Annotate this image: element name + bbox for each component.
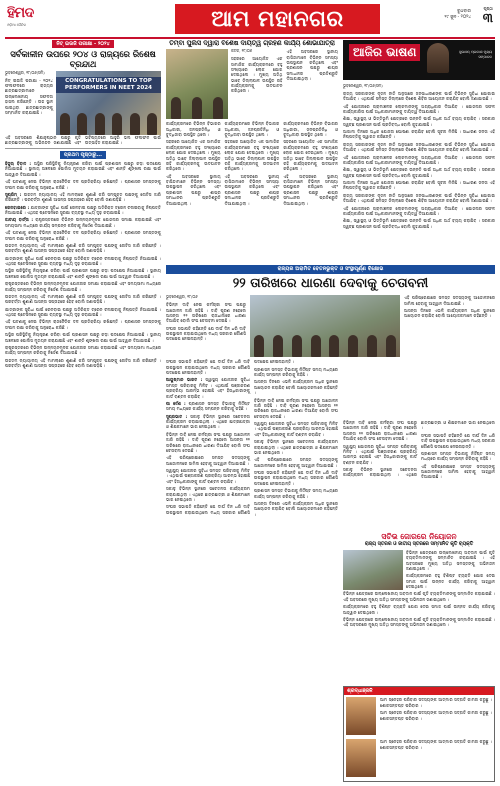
- ad-title: ଶ୍ରଦ୍ଧାଞ୍ଜଳି: [344, 687, 494, 695]
- obituary-ad: [343, 686, 495, 782]
- wide-story-para4-repeat2: ସ୍ୱାସ୍ଥ୍ୟ ଯୋଜନାର ସୁବିଧା ସମସ୍ତ ପରିବାରକୁ ମିଳିବ । ଏଥିପାଇଁ ପଞ୍ଜୀକରଣ ପ୍ରକ୍ରିୟା ଆରମ୍ଭ ହୋଇଛି ଏବଂ ହିତାଧିକାରୀଙ୍କୁ କାର୍ଡ ବଣ୍ଟନ କରାଯିବ ।: [254, 421, 338, 437]
- wide-story-para1: ବିଭିନ୍ନ ଦାବି ନେଇ କର୍ମଚାରୀ ସଂଘ ପକ୍ଷରୁ ଆନ୍ଦୋଳନ ଜାରି ରହିଛି । ଦାବି ପୂରଣ ନହେଲେ ଆସନ୍ତା ୨୨ ତାରିଖରେ ରାଜଧାନୀରେ ଧାରଣା ଦିଆଯିବ ବୋଲି ସଂଘ ଚେତାବନୀ ଦେଇଛି ।: [166, 302, 246, 324]
- wide-story-para4-repeat: ସ୍ୱାସ୍ଥ୍ୟ ଯୋଜନାର ସୁବିଧା ସମସ୍ତ ପରିବାରକୁ ମିଳିବ । ଏଥିପାଇଁ ପଞ୍ଜୀକରଣ ପ୍ରକ୍ରିୟା ଆରମ୍ଭ ହୋଇଛି ଏବଂ ହିତାଧିକାରୀଙ୍କୁ କାର୍ଡ ବଣ୍ଟନ କରାଯିବ ।: [166, 468, 250, 484]
- wide-story-cont-para4: ସ୍ୱାସ୍ଥ୍ୟ ଯୋଜନାର ସୁବିଧା ସମସ୍ତ ପରିବାରକୁ ମିଳିବ । ଏଥିପାଇଁ ପଞ୍ଜୀକରଣ ପ୍ରକ୍ରିୟା ଆରମ୍ଭ ହୋଇଛି ଏବଂ ହିତାଧିକାରୀଙ୍କୁ କାର୍ଡ ବଣ୍ଟନ କରାଯିବ ।: [343, 443, 417, 465]
- wide-story-para7-repeat: ଆସନ୍ତା ଦିନରେ ଏଭଳି କାର୍ଯ୍ୟକ୍ରମ ଅଧିକ ସ୍ଥାନରେ ଆୟୋଜନ କରାଯିବ ବୋଲି ଆୟୋଜକମାନେ କହିଛନ୍ତି ।: [254, 379, 338, 396]
- column-right-para1: ରାଜ୍ୟ ସରକାରଙ୍କ ନୂତନ ନୀତି ଅନୁସାରେ ଜନସାଧାରଣଙ୍କ ପାଇଁ ବିଭିନ୍ନ ସୁବିଧା ଯୋଗାଇ ଦିଆଯିବ । ଏଥିପାଇଁ ସମସ୍ତ ଜିଲ୍ଲାରେ ବିଶେଷ ଶିବିର ଆୟୋଜନ କରାଯିବ ବୋଲି ଜଣାଯାଇଛି ।: [343, 90, 495, 102]
- story1-headline: ସର୍ବକାଳୀନ ଉପରେ ୨୦୪ ଓ ରାଜ୍ୟରେ ରିଶେଷ ବ୍ରନ୍ଦାଥ: [10, 49, 156, 69]
- vignette-portrait: [427, 43, 449, 73]
- wide-story-para3-repeat: ଏହି ପରିପ୍ରେକ୍ଷୀରେ ସମସ୍ତ ସଦସ୍ୟଙ୍କୁ ଆନ୍ଦୋଳନରେ ସାମିଲ ହେବାକୁ ଆହ୍ୱାନ ଦିଆଯାଇଛି ।: [166, 455, 250, 466]
- wide-story-sub3: ସୁପ୍ରଭାତ :: [166, 413, 188, 419]
- column-right-para2-repeat: ଏହି ଯୋଜନାରେ ଗ୍ରାମାଞ୍ଚଳର ଲୋକମାନଙ୍କୁ ଅଗ୍ରାଧିକାର ଦିଆଯିବ । ଯୋଜନାର ସଫଳ କାର୍ଯ୍ୟକାରିତା ପାଇଁ ଅଧିକାରୀମାନଙ୍କୁ ଦାୟିତ୍ୱ ଦିଆଯାଇଛି ।: [343, 154, 495, 165]
- story1-byline: ଭୁବନେଶ୍ୱର, ୧୮/୦୬(ସମି): [5, 69, 45, 75]
- story3-para1: ସହରରେ ଆୟୋଜିତ ଏକ ସାମାଜିକ କାର୍ଯ୍ୟକ୍ରମରେ ବହୁ ସଂଖ୍ୟାରେ ଲୋକ ଯୋଗ ଦେଇଥିଲେ । ମୁଖ୍ୟ ଅତିଥି ଭାବେ ଜିଲ୍ଲାପାଳ ଉପସ୍ଥିତ ରହି କାର୍ଯ୍ୟକ୍ରମକୁ ଉଦଘାଟନ କରିଥିଲେ ।: [231, 56, 283, 94]
- wide-story-byline: ଭୁବନେଶ୍ୱର, ୧୮/୦୬: [166, 294, 198, 300]
- story-bottom-right-photo: [343, 550, 403, 590]
- wide-story-tag: ରାଜ୍ୟର ଅରାମିତ ବେତନଭୁକ୍ତ ଓ ସଂସ୍ଥାପୂର୍ଣ୍ଣ ବିକ୍ଷୋଭ: [166, 265, 495, 274]
- column-right-para2: ଏହି ଯୋଜନାରେ ଗ୍ରାମାଞ୍ଚଳର ଲୋକମାନଙ୍କୁ ଅଗ୍ରାଧିକାର ଦିଆଯିବ । ଯୋଜନାର ସଫଳ କାର୍ଯ୍ୟକାରିତା ପାଇଁ ଅଧିକାରୀମାନଙ୍କୁ ଦାୟିତ୍ୱ ଦିଆଯାଇଛି ।: [343, 103, 495, 114]
- story2-para1-repeat2: ଅସ୍ଥିର ପରିସ୍ଥିତିକୁ ନିୟନ୍ତ୍ରଣ କରିବା ପାଇଁ ପ୍ରଶାସନ ପକ୍ଷରୁ କଡ଼ା ପଦକ୍ଷେପ ନିଆଯାଇଛି । ସ୍ଥାନୀୟ ଅଞ୍ଚଳରେ ପୋଲିସ ମୁତୟନ କରାଯାଇଛି ଏବଂ ଶାନ୍ତି ଶୃଙ୍ଖଳା ରକ୍ଷା ପାଇଁ ଆହ୍ୱାନ ଦିଆଯାଇଛି ।: [5, 332, 161, 343]
- story2-para5-repeat2: ରାଷ୍ଟ୍ରସ୍ତରରେ ବିଭିନ୍ନ ଉନ୍ନୟନମୂଳକ ଯୋଜନାର ସମୀକ୍ଷା କରାଯାଇଛି ଏବଂ ସମୟସୀମା ମଧ୍ୟରେ କାର୍ଯ୍ୟ ସମ୍ପନ୍ନ କରିବାକୁ ନିର୍ଦ୍ଦେଶ ଦିଆଯାଇଛି ।: [5, 344, 161, 356]
- wide-story-para5-repeat: ପ୍ରଶାସନ ସମସ୍ତ ବିଭାଗକୁ ନିର୍ଦ୍ଦିଷ୍ଟ ସମୟ ମଧ୍ୟରେ କାର୍ଯ୍ୟ ସମ୍ପନ୍ନ କରିବାକୁ କହିଛି ।: [254, 366, 338, 378]
- story2-para1-repeat: ଅସ୍ଥିର ପରିସ୍ଥିତିକୁ ନିୟନ୍ତ୍ରଣ କରିବା ପାଇଁ ପ୍ରଶାସନ ପକ୍ଷରୁ କଡ଼ା ପଦକ୍ଷେପ ନିଆଯାଇଛି । ସ୍ଥାନୀୟ ଅଞ୍ଚଳରେ ପୋଲିସ ମୁତୟନ କରାଯାଇଛି ଏବଂ ଶାନ୍ତି ଶୃଙ୍ଖଳା ରକ୍ଷା ପାଇଁ ଆହ୍ୱାନ ଦିଆଯାଇଛି ।: [5, 268, 161, 279]
- story2-para2: ଏହି ଘଟଣାକୁ ନେଇ ବିଭିନ୍ନ ରାଜନୈତିକ ଦଳ ପ୍ରତିକ୍ରିୟା ରଖିଛନ୍ତି । ପ୍ରଶାସନ ସମସ୍ତଙ୍କୁ ସଂଯମ ରକ୍ଷା କରିବାକୁ ଅନୁରୋଧ କରିଛି ।: [5, 179, 161, 190]
- story2-sub4: ଜାତୀୟ ବାର୍ତ୍ତା :: [5, 217, 34, 223]
- story2-sub2: ସୁପ୍ରିମ୍ :: [5, 191, 22, 197]
- wide-story-para7-repeat2: ଆସନ୍ତା ଦିନରେ ଏଭଳି କାର୍ଯ୍ୟକ୍ରମ ଅଧିକ ସ୍ଥାନରେ ଆୟୋଜନ କରାଯିବ ବୋଲି ଆୟୋଜକମାନେ କହିଛନ୍ତି ।: [254, 500, 338, 517]
- story3-para1-repeat: ସହରରେ ଆୟୋଜିତ ଏକ ସାମାଜିକ କାର୍ଯ୍ୟକ୍ରମରେ ବହୁ ସଂଖ୍ୟାରେ ଲୋକ ଯୋଗ ଦେଇଥିଲେ । ମୁଖ୍ୟ ଅତିଥି ଭାବେ ଜିଲ୍ଲାପାଳ ଉପସ୍ଥିତ ରହି କାର୍ଯ୍ୟକ୍ରମକୁ ଉଦଘାଟନ କରିଥିଲେ ।: [166, 139, 221, 172]
- story-bottom-right-para1: ବିଭିନ୍ନ କ୍ଷେତ୍ରରେ ଉଲ୍ଲେଖନୀୟ ଅବଦାନ ପାଇଁ କୃତି ବ୍ୟକ୍ତିମାନଙ୍କୁ ସମ୍ମାନିତ କରାଯାଇଛି । ଏହି ଅବସରରେ ମୁଖ୍ୟ ଅତିଥି ସମସ୍ତଙ୍କୁ ଅଭିନନ୍ଦନ ଜଣାଇଥିଲେ ।: [406, 549, 495, 571]
- wide-story-cont-para2: ସଂଘର ସଭାପତି କହିଛନ୍ତି ଯେ ଦୀର୍ଘ ଦିନ ଧରି ଦାବି ଉପସ୍ଥାପନ କରାଯାଉଥିଲେ ମଧ୍ୟ ସରକାର କୌଣସି ପଦକ୍ଷେପ ନେଇନାହାନ୍ତି ।: [421, 432, 495, 449]
- story1-photo-banner: CONGRATULATIONS TO TOP PERFORMERS IN NEET 2024: [56, 77, 161, 93]
- wide-story-cont-para5: ପ୍ରଶାସନ ସମସ୍ତ ବିଭାଗକୁ ନିର୍ଦ୍ଦିଷ୍ଟ ସମୟ ମଧ୍ୟରେ କାର୍ଯ୍ୟ ସମ୍ପନ୍ନ କରିବାକୁ କହିଛି ।: [421, 450, 495, 462]
- wide-story-para1-repeat2: ବିଭିନ୍ନ ଦାବି ନେଇ କର୍ମଚାରୀ ସଂଘ ପକ୍ଷରୁ ଆନ୍ଦୋଳନ ଜାରି ରହିଛି । ଦାବି ପୂରଣ ନହେଲେ ଆସନ୍ତା ୨୨ ତାରିଖରେ ରାଜଧାନୀରେ ଧାରଣା ଦିଆଯିବ ବୋଲି ସଂଘ ଚେତାବନୀ ଦେଇଛି ।: [254, 397, 338, 419]
- column-right-para3: ଶିକ୍ଷା, ସ୍ୱାସ୍ଥ୍ୟ ଓ ଭିତ୍ତିଭୂମି କ୍ଷେତ୍ରରେ ଉନ୍ନତି ପାଇଁ ଅଧିକ ଅର୍ଥ ବ୍ୟୟ କରାଯିବ । ସରକାର ସ୍ୱଚ୍ଛ ପ୍ରଶାସନ ପାଇଁ ପ୍ରତିବଦ୍ଧ ବୋଲି କୁହାଯାଇଛି ।: [343, 116, 495, 127]
- story1-tag: ନିଟ୍ ଇଉଜି ପରୀକ୍ଷା - ୨୦୨୪: [52, 40, 113, 48]
- logo-text: ହିମଦ: [7, 5, 34, 21]
- story-bottom-right-para2-repeat: କାର୍ଯ୍ୟକ୍ରମରେ ବହୁ ବିଶିଷ୍ଟ ବ୍ୟକ୍ତି ଯୋଗ ଦେଇ ସମାଜ ପାଇଁ ଉନ୍ନତ କାର୍ଯ୍ୟ କରିବାକୁ ଆହ୍ୱାନ ଦେଇଥିଲେ ।: [343, 604, 495, 615]
- story3-para3-repeat2: କାର୍ଯ୍ୟକ୍ରମରେ ବିଭିନ୍ନ ବିଭାଗର ଅଧିକାରୀ, ଜନପ୍ରତିନିଧି ଓ ବୁଦ୍ଧିଜୀବୀ ଉପସ୍ଥିତ ଥିଲେ ।: [283, 121, 338, 138]
- ad-text-repeat: ଆମ ସ୍ନେହର ପରିବାର ସଦସ୍ୟଙ୍କ ଆତ୍ମାର ସଦ୍ଗତି କାମନା କରୁଛୁ । ଶୋକସନ୍ତପ୍ତ ପରିବାର ।: [380, 710, 492, 721]
- section-title: ଆମ ମହାନଗର: [175, 4, 380, 34]
- story3-para3: କାର୍ଯ୍ୟକ୍ରମରେ ବିଭିନ୍ନ ବିଭାଗର ଅଧିକାରୀ, ଜନପ୍ରତିନିଧି ଓ ବୁଦ୍ଧିଜୀବୀ ଉପସ୍ଥିତ ଥିଲେ ।: [166, 121, 221, 138]
- column-middle: [166, 40, 338, 262]
- story3-para2: ଏହି ଅବସରରେ ସ୍ଥାନୀୟ ବାସିନ୍ଦାମାନେ ବିଭିନ୍ନ ସମସ୍ୟା ଉପସ୍ଥାପନ କରିଥିଲେ ଏବଂ ପ୍ରଶାସନ ପକ୍ଷରୁ ଶୀଘ୍ର ସମାଧାନର ପ୍ରତିଶ୍ରୁତି ଦିଆଯାଇଥିଲା ।: [286, 49, 338, 82]
- wide-story-para3: ଏହି ପରିପ୍ରେକ୍ଷୀରେ ସମସ୍ତ ସଦସ୍ୟଙ୍କୁ ଆନ୍ଦୋଳନରେ ସାମିଲ ହେବାକୁ ଆହ୍ୱାନ ଦିଆଯାଇଛି ।: [404, 295, 495, 306]
- story1-para1: ନିଟ୍ ଇଉଜି ପରୀକ୍ଷା - ୨୦୨୪ ଫଳାଫଳରେ ରାଜ୍ୟର ଛାତ୍ରଛାତ୍ରୀମାନେ ଉଲ୍ଲେଖନୀୟ ସଫଳତା ହାସଲ କରିଛନ୍ତି । ଉଚ୍ଚ ସ୍ଥାନ ପାଇଥିବା ଛାତ୍ରଛାତ୍ରୀଙ୍କୁ ସମ୍ମାନିତ କରାଯାଇଛି ।: [5, 77, 53, 115]
- wide-story-photo: [250, 295, 400, 357]
- story2-para4: ଯାତ୍ରୀଙ୍କ ସୁବିଧା ପାଇଁ ରେଳବାଇ ପକ୍ଷରୁ ଅତିରିକ୍ତ ଟ୍ରେନ ଚଳାଇବାକୁ ନିଷ୍ପତ୍ତି ନିଆଯାଇଛି । ଏଥିସହ ଷ୍ଟେସନରେ ସୁରକ୍ଷା ବ୍ୟବସ୍ଥା ମଧ୍ୟ ଦୃଢ଼ କରାଯାଇଛି ।: [5, 204, 161, 215]
- page-number-label: ପୃଷ୍ଠା: [483, 6, 493, 11]
- column-right-byline: ଭୁବନେଶ୍ୱର, ୧୮/୦୬(ସମି): [343, 84, 383, 88]
- dateline-date: ୧୯ ଜୁନ - ୨୦୨୪: [444, 14, 471, 20]
- wide-story-cont-para6: ସକାଳୁ ବିଭିନ୍ନ ସ୍ଥାନରେ ସଚେତନତା କାର୍ଯ୍ୟକ୍ରମ କରାଯାଇଥିଲା । ଏଥିରେ ଛାତ୍ରଛାତ୍ରୀ ଓ ଶିକ୍ଷକମାନେ ଭାଗ ନେଇଥିଲେ ।: [343, 420, 495, 478]
- ad-text-repeat2: ଆମ ସ୍ନେହର ପରିବାର ସଦସ୍ୟଙ୍କ ଆତ୍ମାର ସଦ୍ଗତି କାମନା କରୁଛୁ । ଶୋକସନ୍ତପ୍ତ ପରିବାର ।: [380, 739, 492, 750]
- story-bottom-right: [343, 420, 495, 682]
- wide-story-para5-repeat2: ପ୍ରଶାସନ ସମସ୍ତ ବିଭାଗକୁ ନିର୍ଦ୍ଦିଷ୍ଟ ସମୟ ମଧ୍ୟରେ କାର୍ଯ୍ୟ ସମ୍ପନ୍ନ କରିବାକୁ କହିଛି ।: [254, 488, 338, 499]
- story2-sub3: ରେଳବାଇରେ :: [5, 204, 30, 210]
- story3-para1-repeat2: ସହରରେ ଆୟୋଜିତ ଏକ ସାମାଜିକ କାର୍ଯ୍ୟକ୍ରମରେ ବହୁ ସଂଖ୍ୟାରେ ଲୋକ ଯୋଗ ଦେଇଥିଲେ । ମୁଖ୍ୟ ଅତିଥି ଭାବେ ଜିଲ୍ଲାପାଳ ଉପସ୍ଥିତ ରହି କାର୍ଯ୍ୟକ୍ରମକୁ ଉଦଘାଟନ କରିଥିଲେ ।: [224, 139, 280, 172]
- page-number: [473, 6, 493, 28]
- wide-story-para2: ସଂଘର ସଭାପତି କହିଛନ୍ତି ଯେ ଦୀର୍ଘ ଦିନ ଧରି ଦାବି ଉପସ୍ଥାପନ କରାଯାଉଥିଲେ ମଧ୍ୟ ସରକାର କୌଣସି ପଦକ୍ଷେପ ନେଇନାହାନ୍ତି ।: [166, 325, 246, 342]
- column-right-para4: ଆଗାମୀ ଦିନରେ ଅଧିକ ଯୋଜନା ଘୋଷଣା କରାଯିବ ବୋଲି ସୂଚନା ମିଳିଛି । ସାଧାରଣ ଜନତା ଏହି ନିଷ୍ପତ୍ତିକୁ ସ୍ୱାଗତ କରିଛନ୍ତି ।: [343, 129, 495, 140]
- story3-para3-repeat: କାର୍ଯ୍ୟକ୍ରମରେ ବିଭିନ୍ନ ବିଭାଗର ଅଧିକାରୀ, ଜନପ୍ରତିନିଧି ଓ ବୁଦ୍ଧିଜୀବୀ ଉପସ୍ଥିତ ଥିଲେ ।: [224, 121, 280, 138]
- page-number-value: ୩: [482, 11, 493, 27]
- wide-story-para7: ଆସନ୍ତା ଦିନରେ ଏଭଳି କାର୍ଯ୍ୟକ୍ରମ ଅଧିକ ସ୍ଥାନରେ ଆୟୋଜନ କରାଯିବ ବୋଲି ଆୟୋଜକମାନେ କହିଛନ୍ତି ।: [404, 308, 495, 319]
- wide-story-para4: ସ୍ୱାସ୍ଥ୍ୟ ଯୋଜନାର ସୁବିଧା ସମସ୍ତ ପରିବାରକୁ ମିଳିବ । ଏଥିପାଇଁ ପଞ୍ଜୀକରଣ ପ୍ରକ୍ରିୟା ଆରମ୍ଭ ହୋଇଛି ଏବଂ ହିତାଧିକାରୀଙ୍କୁ କାର୍ଡ ବଣ୍ଟନ କରାଯିବ ।: [166, 377, 250, 399]
- story3-para2-repeat3: ଏହି ଅବସରରେ ସ୍ଥାନୀୟ ବାସିନ୍ଦାମାନେ ବିଭିନ୍ନ ସମସ୍ୟା ଉପସ୍ଥାପନ କରିଥିଲେ ଏବଂ ପ୍ରଶାସନ ପକ୍ଷରୁ ଶୀଘ୍ର ସମାଧାନର ପ୍ରତିଶ୍ରୁତି ଦିଆଯାଇଥିଲା ।: [283, 173, 338, 206]
- story3-headline: ତିମ୍ବା ପୁଲିସ ଦ୍ୱାରା ବିଶେଷ ଦାୟିତ୍ୱ ଗ୍ରହଣ କାର୍ଯ୍ୟ ଶୋଭାଯାତ୍ରା: [169, 40, 335, 47]
- wide-story-para6-repeat: ସକାଳୁ ବିଭିନ୍ନ ସ୍ଥାନରେ ସଚେତନତା କାର୍ଯ୍ୟକ୍ରମ କରାଯାଇଥିଲା । ଏଥିରେ ଛାତ୍ରଛାତ୍ରୀ ଓ ଶିକ୍ଷକମାନେ ଭାଗ ନେଇଥିଲେ ।: [166, 486, 250, 502]
- column-right-para1-repeat: ରାଜ୍ୟ ସରକାରଙ୍କ ନୂତନ ନୀତି ଅନୁସାରେ ଜନସାଧାରଣଙ୍କ ପାଇଁ ବିଭିନ୍ନ ସୁବିଧା ଯୋଗାଇ ଦିଆଯିବ । ଏଥିପାଇଁ ସମସ୍ତ ଜିଲ୍ଲାରେ ବିଶେଷ ଶିବିର ଆୟୋଜନ କରାଯିବ ବୋଲି ଜଣାଯାଇଛି ।: [343, 141, 495, 153]
- ad-portrait: [346, 697, 376, 735]
- story3-para2-repeat: ଏହି ଅବସରରେ ସ୍ଥାନୀୟ ବାସିନ୍ଦାମାନେ ବିଭିନ୍ନ ସମସ୍ୟା ଉପସ୍ଥାପନ କରିଥିଲେ ଏବଂ ପ୍ରଶାସନ ପକ୍ଷରୁ ଶୀଘ୍ର ସମାଧାନର ପ୍ରତିଶ୍ରୁତି ଦିଆଯାଇଥିଲା ।: [166, 173, 221, 206]
- column-right: [343, 84, 495, 262]
- story2-para5-repeat: ରାଷ୍ଟ୍ରସ୍ତରରେ ବିଭିନ୍ନ ଉନ୍ନୟନମୂଳକ ଯୋଜନାର ସମୀକ୍ଷା କରାଯାଇଛି ଏବଂ ସମୟସୀମା ମଧ୍ୟରେ କାର୍ଯ୍ୟ ସମ୍ପନ୍ନ କରିବାକୁ ନିର୍ଦ୍ଦେଶ ଦିଆଯାଇଛି ।: [5, 281, 161, 292]
- story2-para2-repeat2: ଏହି ଘଟଣାକୁ ନେଇ ବିଭିନ୍ନ ରାଜନୈତିକ ଦଳ ପ୍ରତିକ୍ରିୟା ରଖିଛନ୍ତି । ପ୍ରଶାସନ ସମସ୍ତଙ୍କୁ ସଂଯମ ରକ୍ଷା କରିବାକୁ ଅନୁରୋଧ କରିଛି ।: [5, 319, 161, 330]
- wide-story-para6: ସକାଳୁ ବିଭିନ୍ନ ସ୍ଥାନରେ ସଚେତନତା କାର୍ଯ୍ୟକ୍ରମ କରାଯାଇଥିଲା । ଏଥିରେ ଛାତ୍ରଛାତ୍ରୀ ଓ ଶିକ୍ଷକମାନେ ଭାଗ ନେଇଥିଲେ ।: [166, 413, 250, 430]
- logo: [7, 5, 65, 31]
- wide-story-para4-lead: ସଂଘର ସଭାପତି କହିଛନ୍ତି ଯେ ଦୀର୍ଘ ଦିନ ଧରି ଦାବି ଉପସ୍ଥାପନ କରାଯାଉଥିଲେ ମଧ୍ୟ ସରକାର କୌଣସି ପଦକ୍ଷେପ ନେଇନାହାନ୍ତି ।: [166, 359, 250, 376]
- story-bottom-right-subhead: ରାଜ୍ୟ ସ୍ତରର ଓ ଜାତୀୟ ସ୍ତରରେ ସମ୍ମାନିତ କୃତି ବ୍ୟକ୍ତି: [364, 541, 474, 547]
- column-right-para1-repeat2: ରାଜ୍ୟ ସରକାରଙ୍କ ନୂତନ ନୀତି ଅନୁସାରେ ଜନସାଧାରଣଙ୍କ ପାଇଁ ବିଭିନ୍ନ ସୁବିଧା ଯୋଗାଇ ଦିଆଯିବ । ଏଥିପାଇଁ ସମସ୍ତ ଜିଲ୍ଲାରେ ବିଶେଷ ଶିବିର ଆୟୋଜନ କରାଯିବ ବୋଲି ଜଣାଯାଇଛି ।: [343, 192, 495, 204]
- wide-story-para5: ପ୍ରଶାସନ ସମସ୍ତ ବିଭାଗକୁ ନିର୍ଦ୍ଦିଷ୍ଟ ସମୟ ମଧ୍ୟରେ କାର୍ଯ୍ୟ ସମ୍ପନ୍ନ କରିବାକୁ କହିଛି ।: [166, 400, 250, 412]
- dateline-day: ବୁଧବାର: [457, 9, 471, 14]
- wide-story-headline: ୨୨ ତାରିଖରେ ଧାରଣା ଦେବାକୁ ଚେତାବନୀ: [232, 275, 429, 291]
- wide-story-para1-repeat: ବିଭିନ୍ନ ଦାବି ନେଇ କର୍ମଚାରୀ ସଂଘ ପକ୍ଷରୁ ଆନ୍ଦୋଳନ ଜାରି ରହିଛି । ଦାବି ପୂରଣ ନହେଲେ ଆସନ୍ତା ୨୨ ତାରିଖରେ ରାଜଧାନୀରେ ଧାରଣା ଦିଆଯିବ ବୋଲି ସଂଘ ଚେତାବନୀ ଦେଇଛି ।: [166, 431, 250, 453]
- story2-sub1: ହିଜୁଲ୍ ବିବାଦ :: [5, 161, 32, 166]
- story1-photo: [56, 71, 161, 135]
- wide-story-sub1: ଆୟୁଷ୍ମାନ ଭାରତ :: [166, 377, 203, 383]
- wide-story-para6-repeat2: ସକାଳୁ ବିଭିନ୍ନ ସ୍ଥାନରେ ସଚେତନତା କାର୍ଯ୍ୟକ୍ରମ କରାଯାଇଥିଲା । ଏଥିରେ ଛାତ୍ରଛାତ୍ରୀ ଓ ଶିକ୍ଷକମାନେ ଭାଗ ନେଇଥିଲେ ।: [254, 439, 338, 455]
- ad-portrait-2: [346, 739, 376, 777]
- wide-story-cont-para1: ବିଭିନ୍ନ ଦାବି ନେଇ କର୍ମଚାରୀ ସଂଘ ପକ୍ଷରୁ ଆନ୍ଦୋଳନ ଜାରି ରହିଛି । ଦାବି ପୂରଣ ନହେଲେ ଆସନ୍ତା ୨୨ ତାରିଖରେ ରାଜଧାନୀରେ ଧାରଣା ଦିଆଯିବ ବୋଲି ସଂଘ ଚେତାବନୀ ଦେଇଛି ।: [343, 420, 417, 442]
- column-right-para3-repeat: ଶିକ୍ଷା, ସ୍ୱାସ୍ଥ୍ୟ ଓ ଭିତ୍ତିଭୂମି କ୍ଷେତ୍ରରେ ଉନ୍ନତି ପାଇଁ ଅଧିକ ଅର୍ଥ ବ୍ୟୟ କରାଯିବ । ସରକାର ସ୍ୱଚ୍ଛ ପ୍ରଶାସନ ପାଇଁ ପ୍ରତିବଦ୍ଧ ବୋଲି କୁହାଯାଇଛି ।: [343, 167, 495, 178]
- column-left: [5, 40, 161, 370]
- story2-para5: ରାଷ୍ଟ୍ରସ୍ତରରେ ବିଭିନ୍ନ ଉନ୍ନୟନମୂଳକ ଯୋଜନାର ସମୀକ୍ଷା କରାଯାଇଛି ଏବଂ ସମୟସୀମା ମଧ୍ୟରେ କାର୍ଯ୍ୟ ସମ୍ପନ୍ନ କରିବାକୁ ନିର୍ଦ୍ଦେଶ ଦିଆଯାଇଛି ।: [5, 217, 161, 228]
- story-bottom-right-para2: କାର୍ଯ୍ୟକ୍ରମରେ ବହୁ ବିଶିଷ୍ଟ ବ୍ୟକ୍ତି ଯୋଗ ଦେଇ ସମାଜ ପାଇଁ ଉନ୍ନତ କାର୍ଯ୍ୟ କରିବାକୁ ଆହ୍ୱାନ ଦେଇଥିଲେ ।: [406, 573, 495, 590]
- story3-para2-repeat2: ଏହି ଅବସରରେ ସ୍ଥାନୀୟ ବାସିନ୍ଦାମାନେ ବିଭିନ୍ନ ସମସ୍ୟା ଉପସ୍ଥାପନ କରିଥିଲେ ଏବଂ ପ୍ରଶାସନ ପକ୍ଷରୁ ଶୀଘ୍ର ସମାଧାନର ପ୍ରତିଶ୍ରୁତି ଦିଆଯାଇଥିଲା ।: [224, 173, 280, 206]
- wide-story-para2-repeat2: ସଂଘର ସଭାପତି କହିଛନ୍ତି ଯେ ଦୀର୍ଘ ଦିନ ଧରି ଦାବି ଉପସ୍ଥାପନ କରାଯାଉଥିଲେ ମଧ୍ୟ ସରକାର କୌଣସି ପଦକ୍ଷେପ ନେଇନାହାନ୍ତି ।: [254, 470, 338, 486]
- story2-para4-repeat2: ଯାତ୍ରୀଙ୍କ ସୁବିଧା ପାଇଁ ରେଳବାଇ ପକ୍ଷରୁ ଅତିରିକ୍ତ ଟ୍ରେନ ଚଳାଇବାକୁ ନିଷ୍ପତ୍ତି ନିଆଯାଇଛି । ଏଥିସହ ଷ୍ଟେସନରେ ସୁରକ୍ଷା ବ୍ୟବସ୍ଥା ମଧ୍ୟ ଦୃଢ଼ କରାଯାଇଛି ।: [5, 306, 161, 317]
- column-right-para4-repeat: ଆଗାମୀ ଦିନରେ ଅଧିକ ଯୋଜନା ଘୋଷଣା କରାଯିବ ବୋଲି ସୂଚନା ମିଳିଛି । ସାଧାରଣ ଜନତା ଏହି ନିଷ୍ପତ୍ତିକୁ ସ୍ୱାଗତ କରିଛନ୍ତି ।: [343, 180, 495, 191]
- wide-story-cont-para3: ଏହି ପରିପ୍ରେକ୍ଷୀରେ ସମସ୍ତ ସଦସ୍ୟଙ୍କୁ ଆନ୍ଦୋଳନରେ ସାମିଲ ହେବାକୁ ଆହ୍ୱାନ ଦିଆଯାଇଛି ।: [421, 463, 495, 480]
- story2-para3-repeat: ଉଚ୍ଚତମ ନ୍ୟାୟାଳୟ ଏହି ମାମଲାରେ ଶୁଣାଣି କରି ସମ୍ପୃକ୍ତ ପକ୍ଷଙ୍କୁ ନୋଟିସ ଜାରି କରିଛନ୍ତି । ପରବର୍ତ୍ତୀ ଶୁଣାଣି ଆସନ୍ତା ସପ୍ତାହରେ ହେବ ବୋଲି ଜଣାପଡ଼ିଛି ।: [5, 242, 161, 254]
- story2-para3-repeat2: ଉଚ୍ଚତମ ନ୍ୟାୟାଳୟ ଏହି ମାମଲାରେ ଶୁଣାଣି କରି ସମ୍ପୃକ୍ତ ପକ୍ଷଙ୍କୁ ନୋଟିସ ଜାରି କରିଛନ୍ତି । ପରବର୍ତ୍ତୀ ଶୁଣାଣି ଆସନ୍ତା ସପ୍ତାହରେ ହେବ ବୋଲି ଜଣାପଡ଼ିଛି ।: [5, 293, 161, 305]
- vignette-title: ଆଜିର ଭାଷଣ: [349, 44, 420, 61]
- ad-text: ଆମ ସ୍ନେହର ପରିବାର ସଦସ୍ୟଙ୍କ ଆତ୍ମାର ସଦ୍ଗତି କାମନା କରୁଛୁ । ଶୋକସନ୍ତପ୍ତ ପରିବାର ।: [380, 697, 492, 708]
- story-bottom-right-para1-repeat2: ବିଭିନ୍ନ କ୍ଷେତ୍ରରେ ଉଲ୍ଲେଖନୀୟ ଅବଦାନ ପାଇଁ କୃତି ବ୍ୟକ୍ତିମାନଙ୍କୁ ସମ୍ମାନିତ କରାଯାଇଛି । ଏହି ଅବସରରେ ମୁଖ୍ୟ ଅତିଥି ସମସ୍ତଙ୍କୁ ଅଭିନନ୍ଦନ ଜଣାଇଥିଲେ ।: [343, 616, 495, 628]
- wide-story-para3-repeat2: ଏହି ପରିପ୍ରେକ୍ଷୀରେ ସମସ୍ତ ସଦସ୍ୟଙ୍କୁ ଆନ୍ଦୋଳନରେ ସାମିଲ ହେବାକୁ ଆହ୍ୱାନ ଦିଆଯାଇଛି ।: [254, 457, 338, 468]
- story1-para2: ଏହି ଅବସରରେ ଶିକ୍ଷାନୁଷ୍ଠାନ ପକ୍ଷରୁ କୃତି ଛାତ୍ରଛାତ୍ରୀଙ୍କୁ ଅଭିନନ୍ଦନ ଜଣାଯାଇଛି ଏବଂ ଭବିଷ୍ୟତରେ ଆହୁରି ଭଲ ଫଳାଫଳ ପାଇଁ ଉତ୍ସାହିତ କରାଯାଇଛି ।: [5, 134, 161, 146]
- masthead: [5, 3, 495, 39]
- story3-photo: [166, 49, 228, 119]
- wide-story-para2-repeat: ସଂଘର ସଭାପତି କହିଛନ୍ତି ଯେ ଦୀର୍ଘ ଦିନ ଧରି ଦାବି ଉପସ୍ଥାପନ କରାଯାଉଥିଲେ ମଧ୍ୟ ସରକାର କୌଣସି ପଦକ୍ଷେପ ନେଇନାହାନ୍ତି ।: [166, 359, 295, 515]
- story2-para2-repeat: ଏହି ଘଟଣାକୁ ନେଇ ବିଭିନ୍ନ ରାଜନୈତିକ ଦଳ ପ୍ରତିକ୍ରିୟା ରଖିଛନ୍ତି । ପ୍ରଶାସନ ସମସ୍ତଙ୍କୁ ସଂଯମ ରକ୍ଷା କରିବାକୁ ଅନୁରୋଧ କରିଛି ।: [5, 230, 161, 241]
- column-right-para3-repeat2: ଶିକ୍ଷା, ସ୍ୱାସ୍ଥ୍ୟ ଓ ଭିତ୍ତିଭୂମି କ୍ଷେତ୍ରରେ ଉନ୍ନତି ପାଇଁ ଅଧିକ ଅର୍ଥ ବ୍ୟୟ କରାଯିବ । ସରକାର ସ୍ୱଚ୍ଛ ପ୍ରଶାସନ ପାଇଁ ପ୍ରତିବଦ୍ଧ ବୋଲି କୁହାଯାଇଛି ।: [343, 218, 495, 229]
- story-bottom-right-headline: ସଚିଭ ଜୋରରେ ନିୟୋଜନ: [381, 532, 457, 541]
- story3-byline: କଟକ, ୧୮/୦୬: [231, 48, 253, 54]
- story2-para4-repeat: ଯାତ୍ରୀଙ୍କ ସୁବିଧା ପାଇଁ ରେଳବାଇ ପକ୍ଷରୁ ଅତିରିକ୍ତ ଟ୍ରେନ ଚଳାଇବାକୁ ନିଷ୍ପତ୍ତି ନିଆଯାଇଛି । ଏଥିସହ ଷ୍ଟେସନରେ ସୁରକ୍ଷା ବ୍ୟବସ୍ଥା ମଧ୍ୟ ଦୃଢ଼ କରାଯାଇଛି ।: [5, 255, 161, 266]
- editorial-vignette: [343, 40, 495, 80]
- story-bottom-right-para1-repeat: ବିଭିନ୍ନ କ୍ଷେତ୍ରରେ ଉଲ୍ଲେଖନୀୟ ଅବଦାନ ପାଇଁ କୃତି ବ୍ୟକ୍ତିମାନଙ୍କୁ ସମ୍ମାନିତ କରାଯାଇଛି । ଏହି ଅବସରରେ ମୁଖ୍ୟ ଅତିଥି ସମସ୍ତଙ୍କୁ ଅଭିନନ୍ଦନ ଜଣାଇଥିଲେ ।: [343, 591, 495, 602]
- logo-tagline: ଓଡ଼ିଆ ଦୈନିକ: [7, 22, 27, 27]
- dateline: [444, 9, 471, 21]
- story2-para1: ଅସ୍ଥିର ପରିସ୍ଥିତିକୁ ନିୟନ୍ତ୍ରଣ କରିବା ପାଇଁ ପ୍ରଶାସନ ପକ୍ଷରୁ କଡ଼ା ପଦକ୍ଷେପ ନିଆଯାଇଛି । ସ୍ଥାନୀୟ ଅଞ୍ଚଳରେ ପୋଲିସ ମୁତୟନ କରାଯାଇଛି ଏବଂ ଶାନ୍ତି ଶୃଙ୍ଖଳା ରକ୍ଷା ପାଇଁ ଆହ୍ୱାନ ଦିଆଯାଇଛି ।: [5, 161, 161, 177]
- story3-para1-repeat3: ସହରରେ ଆୟୋଜିତ ଏକ ସାମାଜିକ କାର୍ଯ୍ୟକ୍ରମରେ ବହୁ ସଂଖ୍ୟାରେ ଲୋକ ଯୋଗ ଦେଇଥିଲେ । ମୁଖ୍ୟ ଅତିଥି ଭାବେ ଜିଲ୍ଲାପାଳ ଉପସ୍ଥିତ ରହି କାର୍ଯ୍ୟକ୍ରମକୁ ଉଦଘାଟନ କରିଥିଲେ ।: [283, 139, 338, 172]
- story2-tag: ପ୍ରଥମ ପୃଷ୍ଠାରୁ...: [60, 151, 106, 159]
- story2-para3: ଉଚ୍ଚତମ ନ୍ୟାୟାଳୟ ଏହି ମାମଲାରେ ଶୁଣାଣି କରି ସମ୍ପୃକ୍ତ ପକ୍ଷଙ୍କୁ ନୋଟିସ ଜାରି କରିଛନ୍ତି । ପରବର୍ତ୍ତୀ ଶୁଣାଣି ଆସନ୍ତା ସପ୍ତାହରେ ହେବ ବୋଲି ଜଣାପଡ଼ିଛି ।: [5, 191, 161, 203]
- wide-story-sub2: ପୀ ର୍ଦ୍ଦେଶ :: [166, 400, 186, 406]
- vignette-caption: ସୁଭାସନ୍ ପ୍ରକାଶ ମୁଖ୍ୟ ସମ୍ପାଦକ: [459, 50, 492, 59]
- column-right-para2-repeat2: ଏହି ଯୋଜନାରେ ଗ୍ରାମାଞ୍ଚଳର ଲୋକମାନଙ୍କୁ ଅଗ୍ରାଧିକାର ଦିଆଯିବ । ଯୋଜନାର ସଫଳ କାର୍ଯ୍ୟକାରିତା ପାଇଁ ଅଧିକାରୀମାନଙ୍କୁ ଦାୟିତ୍ୱ ଦିଆଯାଇଛି ।: [343, 205, 495, 216]
- story2-para3-repeat3: ଉଚ୍ଚତମ ନ୍ୟାୟାଳୟ ଏହି ମାମଲାରେ ଶୁଣାଣି କରି ସମ୍ପୃକ୍ତ ପକ୍ଷଙ୍କୁ ନୋଟିସ ଜାରି କରିଛନ୍ତି । ପରବର୍ତ୍ତୀ ଶୁଣାଣି ଆସନ୍ତା ସପ୍ତାହରେ ହେବ ବୋଲି ଜଣାପଡ଼ିଛି ।: [5, 357, 161, 368]
